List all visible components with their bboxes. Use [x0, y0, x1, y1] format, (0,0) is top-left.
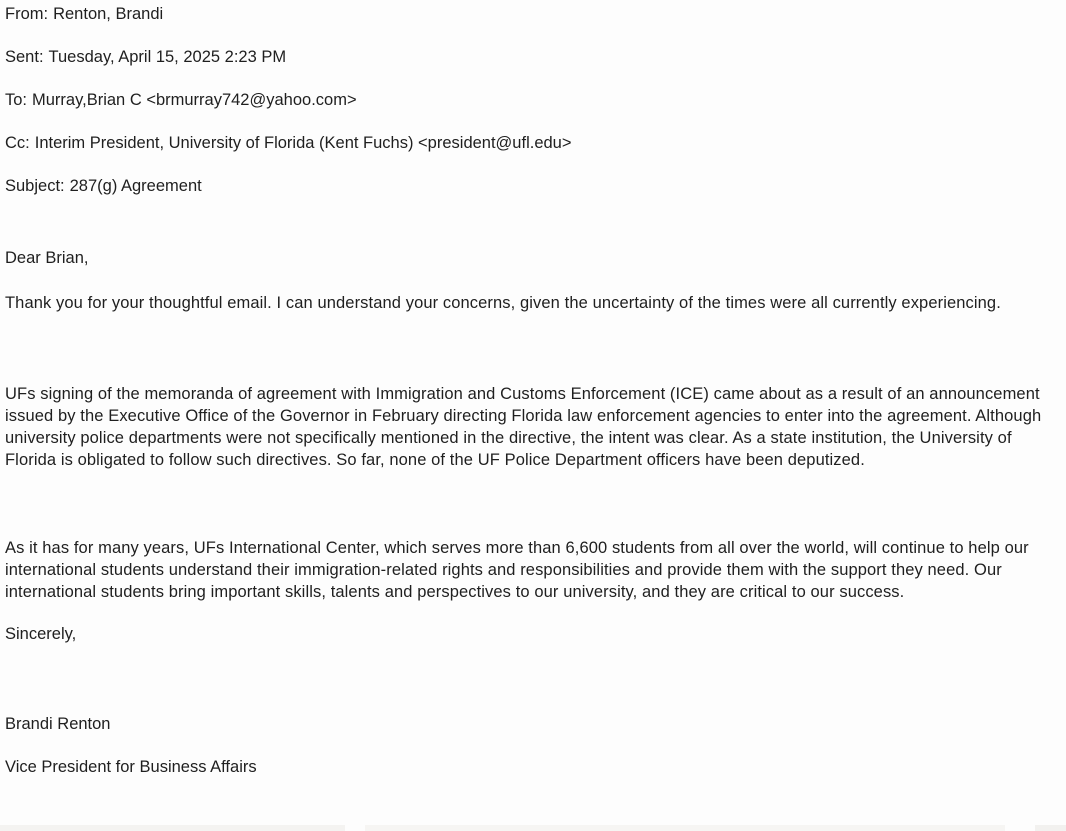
email-closing: Sincerely,	[5, 625, 77, 643]
email-paragraph-1: Thank you for your thoughtful email. I can understand your concerns, given the uncertainty of the times were all currently experiencing.	[5, 294, 1001, 312]
subject-label: Subject:	[5, 177, 65, 195]
to-value: Murray,Brian C <brmurray742@yahoo.com>	[32, 91, 357, 109]
email-paragraph-3: As it has for many years, UFs International Center, which serves more than 6,600 students from all over the world, will continue to help our international students understand their immigration-related rights and responsibilities and provide them with the support they need. Our international students bring important skills, talents and perspectives to our university, and they are critical to our success.	[5, 539, 1029, 601]
subject-value: 287(g) Agreement	[69, 177, 202, 195]
sent-value: Tuesday, April 15, 2025 2:23 PM	[48, 48, 287, 66]
email-header-cc	[5, 134, 1060, 153]
email-header-sent	[5, 48, 1060, 67]
from-value: Renton, Brandi	[53, 5, 164, 23]
signature-title: Vice President for Business Affairs	[5, 758, 257, 776]
cc-label: Cc:	[5, 134, 30, 152]
sent-label: Sent:	[5, 48, 44, 66]
signature-name: Brandi Renton	[5, 715, 111, 733]
email-header-to	[5, 91, 1060, 110]
to-label: To:	[5, 91, 28, 109]
email-greeting: Dear Brian,	[5, 249, 89, 267]
cc-value: Interim President, University of Florida (Kent Fuchs) <president@ufl.edu>	[34, 134, 572, 152]
email-paragraph-2: UFs signing of the memoranda of agreement with Immigration and Customs Enforcement (ICE) came about as a result of an announcement issued by the Executive Office of the Governor in February directing Florida law enforcement agencies to enter into the agreement. Although university police departments were not specifically mentioned in the directive, the intent was clear. As a state institution, the University of Florida is obligated to follow such directives. So far, none of the UF Police Department officers have been deputized.	[5, 385, 1042, 469]
from-label: From:	[5, 5, 49, 23]
email-header-from	[5, 5, 1060, 24]
email-header-subject	[5, 177, 1060, 196]
scan-artifact-strip	[0, 825, 1066, 831]
